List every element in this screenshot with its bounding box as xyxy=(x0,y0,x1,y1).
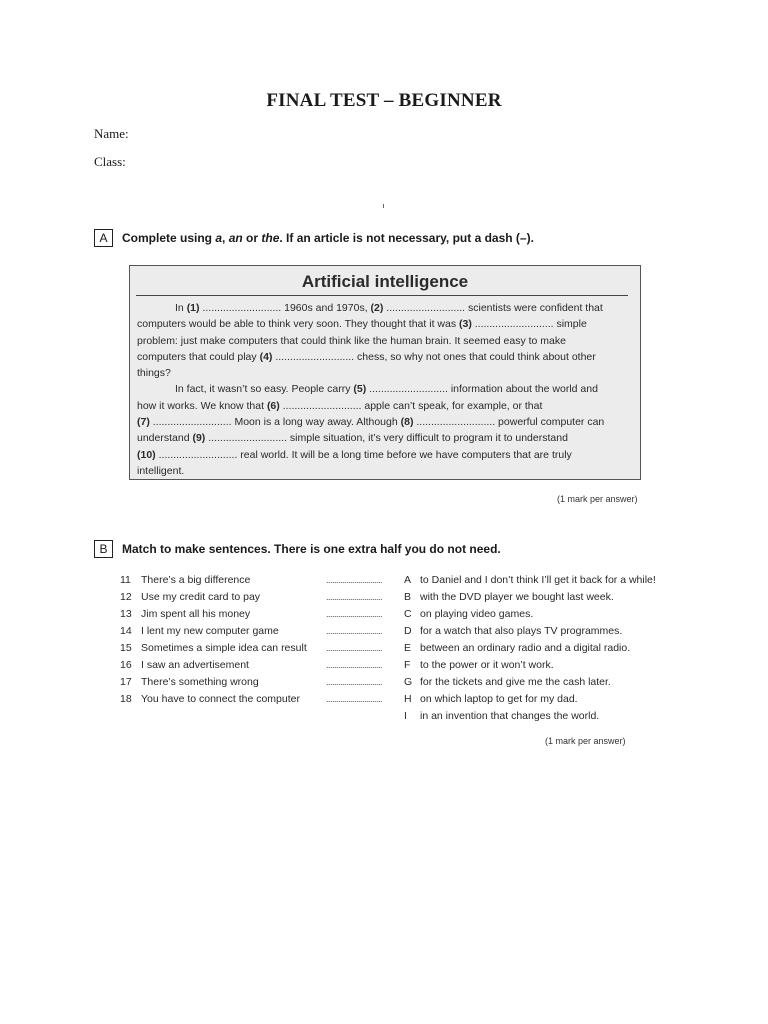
item-number: 11 xyxy=(120,574,131,586)
item-number: 13 xyxy=(120,608,132,620)
gap-number: (5) xyxy=(353,383,367,396)
gap-number: (3) xyxy=(459,318,472,331)
passage-segment: ........................... simple situation, it’s very difficult to program it to understand xyxy=(205,432,568,445)
ending-letter: I xyxy=(404,710,407,722)
passage-segment: ........................... real world. It will be a long time before we have computers that are truly xyxy=(155,448,572,461)
passage-segment: intelligent. xyxy=(137,464,185,477)
item-number: 17 xyxy=(120,676,132,688)
passage-segment: problem: just make computers that could think like the human brain. It seemed easy to make xyxy=(137,334,566,347)
passage-line xyxy=(137,300,632,316)
sentence-beginning: I saw an advertisement xyxy=(141,659,249,671)
page-title: FINAL TEST – BEGINNER xyxy=(266,90,502,111)
sentence-ending: for a watch that also plays TV programmes. xyxy=(420,625,623,637)
match-item xyxy=(120,657,390,674)
gap-number: (9) xyxy=(192,432,206,445)
item-number: 16 xyxy=(120,659,132,671)
passage-segment: ........................... apple can’t speak, for example, or that xyxy=(279,399,543,412)
passage-line xyxy=(137,316,632,332)
passage-title: Artificial intelligence xyxy=(301,272,469,291)
sentence-beginning: There’s something wrong xyxy=(141,676,259,688)
match-item xyxy=(120,691,390,708)
gap-number: (2) xyxy=(370,302,384,314)
answer-blank: ............................ xyxy=(326,592,383,602)
passage-segment: things? xyxy=(137,367,171,380)
match-item xyxy=(120,674,390,691)
section-b-marks: (1 mark per answer) xyxy=(545,736,626,746)
sentence-beginning: I lent my new computer game xyxy=(141,625,279,637)
passage-segment: how it works. We know that xyxy=(137,399,267,412)
gap-number: (10) xyxy=(137,448,156,461)
passage-segment: ........................... information about the world and xyxy=(366,383,598,396)
item-number: 18 xyxy=(120,693,132,705)
ending-letter: E xyxy=(404,642,412,654)
sentence-beginning: Sometimes a simple idea can result xyxy=(141,642,307,654)
section-b-letter: B xyxy=(94,540,113,558)
sentence-ending: on which laptop to get for my dad. xyxy=(420,693,578,705)
sentence-ending: with the DVD player we bought last week. xyxy=(420,591,614,603)
ending-letter: D xyxy=(404,625,412,637)
sentence-beginning: You have to connect the computer xyxy=(141,693,300,705)
section-a-letter: A xyxy=(94,229,113,247)
item-number: 12 xyxy=(120,591,132,603)
ending-letter: A xyxy=(404,574,412,586)
sentence-ending: for the tickets and give me the cash later. xyxy=(420,676,611,688)
passage-segment: understand xyxy=(137,432,193,445)
passage-segment: ........................... chess, so why not ones that could think about other xyxy=(272,350,596,363)
item-number: 15 xyxy=(120,642,132,654)
answer-blank: ............................ xyxy=(326,643,383,653)
gap-number: (6) xyxy=(266,399,280,412)
gap-number: (7) xyxy=(137,416,150,429)
match-item xyxy=(120,572,390,589)
ending-letter: C xyxy=(404,608,412,620)
passage-divider xyxy=(136,295,628,296)
passage-segment: computers that could play xyxy=(137,350,260,363)
reading-passage-box xyxy=(129,265,641,480)
gap-number: (1) xyxy=(186,302,200,314)
passage-segment: ........................... simple xyxy=(471,318,587,331)
passage-line xyxy=(137,365,632,381)
ending-letter: H xyxy=(404,693,412,705)
passage-segment: ........................... scientists were confident that xyxy=(383,302,603,314)
ending-letter: G xyxy=(404,676,413,688)
sentence-ending: to Daniel and I don’t think I’ll get it back for a while! xyxy=(420,574,656,586)
passage-line xyxy=(137,381,632,397)
section-b-heading xyxy=(94,540,501,558)
passage-segment: ........................... 1960s and 1970s, xyxy=(199,302,371,314)
passage-line xyxy=(137,430,632,446)
answer-blank: ............................ xyxy=(326,677,383,687)
sentence-beginning: Jim spent all his money xyxy=(141,608,251,620)
match-item xyxy=(120,589,390,606)
sentence-beginning: Use my credit card to pay xyxy=(141,591,261,603)
passage-line xyxy=(137,447,632,463)
ending-letter: B xyxy=(404,591,412,603)
sentence-beginning: There’s a big difference xyxy=(141,574,251,586)
passage-segment: ........................... Moon is a long way away. Although xyxy=(149,416,401,429)
passage-segment: In fact, it wasn’t so easy. People carry xyxy=(175,383,354,396)
passage-segment: ........................... powerful computer can xyxy=(413,416,605,429)
item-number: 14 xyxy=(120,625,132,637)
section-a-marks: (1 mark per answer) xyxy=(557,494,638,504)
sentence-ending: between an ordinary radio and a digital radio. xyxy=(420,642,631,654)
passage-line xyxy=(137,463,632,479)
passage-line xyxy=(137,349,632,365)
passage-text xyxy=(137,300,632,479)
answer-blank: ............................ xyxy=(326,609,383,619)
class-field-label: Class: xyxy=(94,154,126,169)
section-a-heading xyxy=(94,229,534,247)
sentence-ending: in an invention that changes the world. xyxy=(420,710,600,722)
passage-line xyxy=(137,414,632,430)
section-a-instruction: Complete using a, an or the. If an article is not necessary, put a dash (–). xyxy=(122,231,534,245)
stray-mark xyxy=(383,204,384,208)
name-field-label: Name: xyxy=(94,126,129,141)
ending-letter: F xyxy=(404,659,411,671)
answer-blank: ............................ xyxy=(326,575,383,585)
answer-blank: ............................ xyxy=(326,694,383,704)
match-item xyxy=(120,623,390,640)
sentence-ending: on playing video games. xyxy=(420,608,534,620)
passage-line xyxy=(137,333,632,349)
match-item xyxy=(120,606,390,623)
gap-number: (8) xyxy=(400,416,414,429)
section-b-instruction: Match to make sentences. There is one extra half you do not need. xyxy=(122,542,501,556)
sentence-ending: to the power or it won’t work. xyxy=(420,659,554,671)
passage-segment: In xyxy=(175,302,187,314)
answer-blank: ............................ xyxy=(326,626,383,636)
gap-number: (4) xyxy=(259,350,273,363)
answer-blank: ............................ xyxy=(326,660,383,670)
match-item xyxy=(120,640,390,657)
passage-line xyxy=(137,398,632,414)
passage-segment: computers would be able to think very soon. They thought that it was xyxy=(137,318,459,331)
